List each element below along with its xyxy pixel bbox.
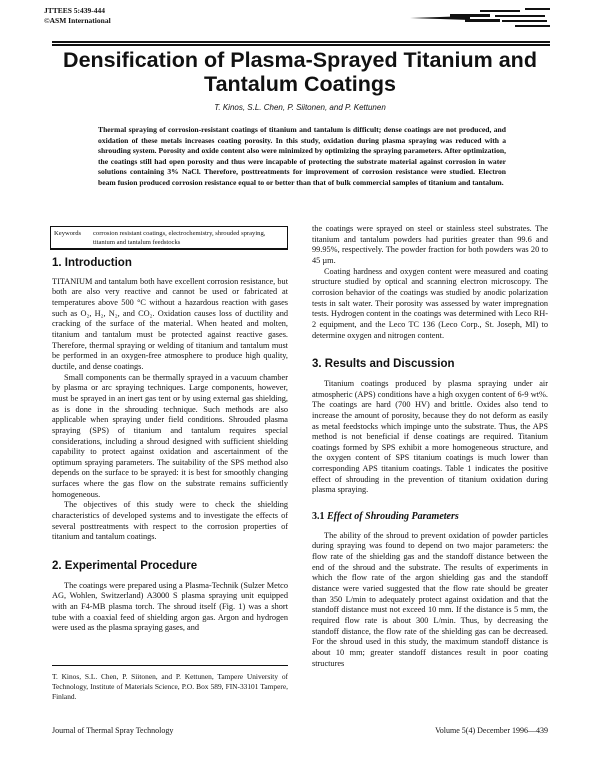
header-rule (52, 41, 550, 43)
footer-issue: Volume 5(4) December 1996—439 (435, 726, 548, 735)
paragraph: The objectives of this study were to check the shielding characteristics of developed systems and to investigate the effects of several posttreatments with respect to the corrosion properties of titanium and tantalum coatings. (52, 500, 288, 542)
keywords-box (50, 226, 288, 250)
journal-code: JTTEES 5:439-444 (44, 6, 106, 15)
section-heading: 3. Results and Discussion (312, 358, 455, 371)
abstract: Thermal spraying of corrosion-resistant coatings of titanium and tantalum is difficult; dense coatings are not produced, and oxidation of these metals increases coating porosity. In this study, oxidation during plasma spraying was reduced with a shrouding system. Porosity and oxide content also were minimized by optimizing the spraying parameters. After optimization, the coatings still had open porosity and thus were incapable of protecting the substrate material against corrosion in water solutions containing 3% NaCl. Therefore, posttreatments for improvement of corrosion resistance were studied. Electron beam fusion produced corrosion resistance equal to or better than that of bulk commercial samples of titanium and tantalum. (98, 125, 506, 187)
section-heading: 1. Introduction (52, 257, 132, 269)
footnote-rule (52, 665, 288, 666)
subsection-heading (312, 512, 548, 523)
paragraph: Small components can be thermally sprayed in a vacuum chamber by plasma or arc spraying techniques. Large components, however, must be sprayed in an inert gas tent or by using external gas shielding, as is done in the shrouding technique. Such methods are also applicable when spraying under field conditions. Shrouded plasma spraying (SPS) of titanium and tantalum requires special considerations, including a shroud designed with sufficient shielding capability to protect against oxidation and ascertainment of the optimum spraying parameters. The suitability of the SPS method also depends on the surface to be sprayed: it is best for smoothly changing surfaces where the gas flow on the substrate remains sufficiently homogeneous. (52, 372, 288, 499)
left-column (52, 258, 288, 634)
footer-journal: Journal of Thermal Spray Technology (52, 726, 174, 735)
subsection-number: 3.1 (312, 511, 325, 523)
authors: T. Kinos, S.L. Chen, P. Siitonen, and P. Kettunen (214, 103, 386, 112)
section-heading: 2. Experimental Procedure (52, 560, 198, 573)
header-rule (52, 44, 550, 46)
subsection-title: Effect of Shrouding Parameters (327, 511, 459, 523)
paragraph: TITANIUM and tantalum both have excellent corrosion resistance, but both are also very reactive and cannot be used or fabricated at temperatures above 500 °C without a hazardous reaction with gases such as O₂, H₂, N₂, and CO₂. Oxidation causes loss of ductility and cracking of the surface of the material. When heated and molten, titanium and tantalum must be protected against reactive gases. Therefore, thermal spraying or welding of titanium and tantalum must be performed in an oxygen-free atmosphere to produce high quality, ductile, and dense coatings. (52, 276, 288, 371)
paragraph: The ability of the shroud to prevent oxidation of powder particles during spraying was found to depend on two major parameters: the flow rate of the shielding gas and the standoff distance between the end of the shroud and the substrate. The results of experiments in which the flow rate of the argon shielding gas and the standoff distance were varied suggested that the flow rate should be greater than 350 L/min to adequately protect against oxidation and that the standoff distance must not exceed 10 mm. If the distance is 5 mm, the required flow rate is about 300 L/min. Thus, by decreasing the standoff distance, the flow rate of the shielding gas can be decreased. For the shroud used in this study, the maximum standoff distance is about 10 mm; greater standoff distances result in poor coating structures (312, 530, 548, 668)
asm-logo-icon (410, 8, 550, 30)
author-affiliation-footnote: T. Kinos, S.L. Chen, P. Siitonen, and P. Kettunen, Tampere University of Technology, Institute of Materials Science, P.O. Box 589, FIN-33101 Tampere, Finland. (52, 672, 288, 701)
paragraph: The coatings were prepared using a Plasma-Technik (Sulzer Metco AG, Wohlen, Switzerland) A3000 S plasma spraying unit equipped with an F4-MB plasma torch. The shroud itself (Fig. 1) was a short tube with a coaxial feed of shielding argon gas. Argon and hydrogen were used as the plasma spraying gases, and (52, 580, 288, 633)
keywords-text: corrosion resistant coatings, electrochemistry, shrouded spraying, titanium and tantalum feedstocks (93, 230, 266, 246)
paragraph: the coatings were sprayed on steel or stainless steel substrates. The titanium and tantalum powders had purities greater than 99.6 and 99.95%, respectively. The powder fraction for both powders was 20 to 45 µm. (312, 224, 548, 265)
keywords-label: Keywords (54, 230, 82, 237)
paper-title: Densification of Plasma-Sprayed Titanium and Tantalum Coatings (63, 48, 537, 96)
paragraph: Titanium coatings produced by plasma spraying under air atmospheric (APS) conditions have a high oxygen content of 6-9 wt%. The coatings are hard (700 HV) and brittle. Oxides also tend to increase the amount of porosity, because they do not deform as easily as metal feedstocks which impinge unto the substrate. Thus, the APS method is not beneficial if dense coatings are required. Titanium coatings formed by SPS exhibit a more homogeneous structure, and the oxygen content of SPS titanium coatings is much lower than corresponding APS titanium coatings. Table 1 indicates the positive effect of shrouding in the prevention of titanium oxidation during plasma spraying. (312, 378, 548, 495)
paragraph: Coating hardness and oxygen content were measured and coating structure studied by optical and scanning electron microscopy. The corrosion behavior of the coatings was studied by anodic polarization tests in salt water. Their porosity was assessed by water impregnation tests. Hydrogen content in the coatings was determined with Leco RH-2 equipment, and the Leco TC 136 (Leco Corp., St. Joseph, MI) to determine oxygen and nitrogen content. (312, 266, 548, 340)
journal-header (44, 6, 111, 26)
right-column (312, 224, 548, 669)
copyright: ©ASM International (44, 16, 111, 25)
